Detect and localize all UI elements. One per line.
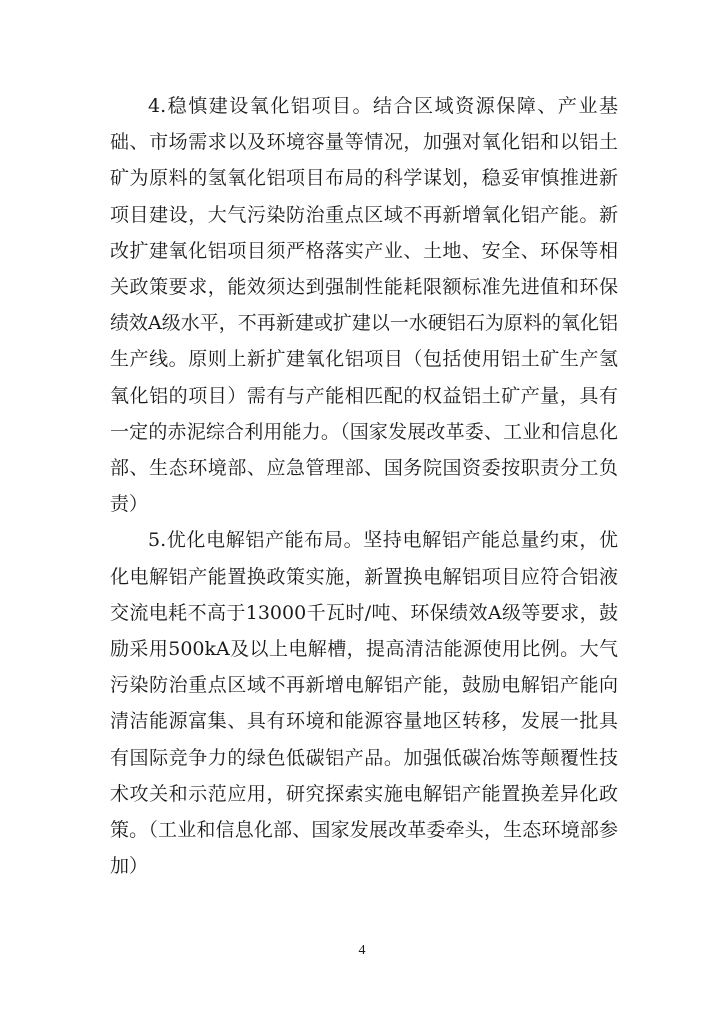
document-body bbox=[110, 88, 618, 884]
page-number: 4 bbox=[358, 943, 366, 958]
paragraph-electrolytic-aluminum: 5.优化电解铝产能布局。坚持电解铝产能总量约束，优化电解铝产能置换政策实施，新置换电解铝项目应符合铝液交流电耗不高于13000千瓦时/吨、环保绩效A级等要求，鼓励采用500kA及以上电解槽，提高清洁能源使用比例。大气污染防治重点区域不再新增电解铝产能，鼓励电解铝产能向清洁能源富集、具有环境和能源容量地区转移，发展一批具有国际竞争力的绿色低碳铝产品。加强低碳冶炼等颠覆性技术攻关和示范应用，研究探索实施电解铝产能置换差异化政策。（工业和信息化部、国家发展改革委牵头，生态环境部参加） bbox=[110, 529, 618, 878]
paragraph-alumina-projects: 4.稳慎建设氧化铝项目。结合区域资源保障、产业基础、市场需求以及环境容量等情况，加强对氧化铝和以铝土矿为原料的氢氧化铝项目布局的科学谋划，稳妥审慎推进新项目建设，大气污染防治重点区域不再新增氧化铝产能。新改扩建氧化铝项目须严格落实产业、土地、安全、环保等相关政策要求，能效须达到强制性能耗限额标准先进值和环保绩效A级水平，不再新建或扩建以一水硬铝石为原料的氧化铝生产线。原则上新扩建氧化铝项目（包括使用铝土矿生产氢氧化铝的项目）需有与产能相匹配的权益铝土矿产量，具有一定的赤泥综合利用能力。（国家发展改革委、工业和信息化部、生态环境部、应急管理部、国务院国资委按职责分工负责） bbox=[110, 95, 618, 516]
